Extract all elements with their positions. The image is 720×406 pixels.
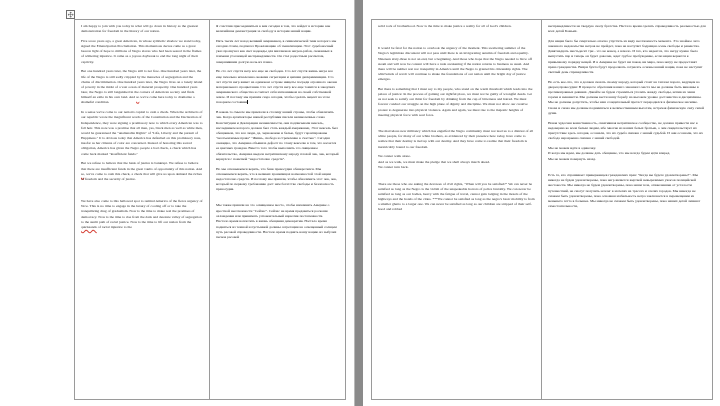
target-paragraph: Для нации было бы смертельно опасно упустить из виду неотложность момента. Это знойное лето законного недовольства негров не пройдет, пока не наступит бодрящая осень свободы и равенства. Девятнадцать шестьдесят три - это не конец, а начало. И тех, кто надеется, что негру нужно было выпустить пар и теперь он будет доволен, ждет грубое пробуждение, если нация вернется к привычному порядку вещей. И в Америке не будет ни покоя, ни мира, пока негру не предоставят права гражданства. Вихри бунта будут продолжать сотрясать основы нашей нации, пока не наступит светлый день справедливости. [548, 38, 703, 74]
target-paragraph: Пять тысяч лет назад великий американец, в символической тени которого мы сегодня стоим, подписал Прокламацию об эмансипации. Этот судьбоносный указ прозвучал как свет надежды для миллионов негров-рабов, скованных в пламени угасающей несправедливости. Он стал радостным рассветом, завершившим долгую ночь их плена. [216, 38, 337, 64]
source-paragraph: But there is something that I must say to my people, who stand on the warm threshold which leads into the palace of justice: In the process of gaining our rightful place, we must not be guilty of wrongful deeds. Let us not seek to satisfy our thirst for freedom by drinking from the cup of bitterness and hatred. We must forever conduct our struggle on the high plane of dignity and discipline. We must not allow our creative protest to degenerate into physical violence. Again and again, we must rise to the majestic heights of meeting physical force with soul force. [378, 86, 533, 117]
target-column-page-2[interactable] [542, 20, 712, 399]
source-paragraph: And as we walk, we must make the pledge that we shall always march ahead. [378, 159, 491, 164]
document-page-1[interactable] [0, 0, 355, 406]
target-paragraph: И когда мы идем, мы должны дать обещание, что мы всегда будем идти вперед. [548, 151, 671, 156]
table-move-handle[interactable] [66, 10, 75, 19]
text-cursor [247, 100, 248, 104]
document-page-2[interactable] [363, 0, 720, 406]
target-paragraph: Но мы отказываемся верить, что банк правосудия обанкротился. Мы отказываемся верить, что в великих хранилищах возможностей этой нации недостаточно средств. И поэтому мы пришли, чтобы обналичить этот чек, чек, который по первому требованию даст нам богатство свободы и безопасность правосудия. [216, 166, 337, 192]
spelling-error[interactable]: so [136, 95, 140, 100]
source-paragraph: We have also come to this hallowed spot to remind America of the fierce urgency of Now. This is no time to engage in the luxury of cooling off or to take the tranquilizing drug of gradualism. Now is the time to make real the promises of democracy. Now is the time to rise from the dark and desolate valley of segregation to the sunlit path of racial justice. Now is the time to lift our nation from the quicksands of racial injustice to the [81, 199, 203, 229]
translation-table-page-1 [74, 19, 346, 400]
source-paragraph: It would be fatal for the nation to overlook the urgency of the moment. This sweltering summer of the Negro's legitimate discontent will not pass until there is an invigorating autumn of freedom and equality. Nineteen sixty-three is not an end, but a beginning. And those who hope that the Negro needed to blow off steam and will now be content will have a rude awakening if the nation returns to business as usual. And there will be neither rest nor tranquility in America until the Negro is granted his citizenship rights. The whirlwinds of revolt will continue to shake the foundations of our nation until the bright day of justice emerges. [378, 46, 532, 82]
source-column-page-2[interactable] [372, 20, 542, 399]
target-paragraph: Я счастлив присоединиться к вам сегодня в том, что войдет в историю как величайшая демонстрация за свободу в истории нашей нации. [216, 24, 331, 34]
source-column-page-1[interactable] [75, 20, 210, 399]
target-paragraph: несправедливости на твердую скалу братства. Настало время сделать справедливость реальностью для всех детей Божьих. [548, 24, 706, 34]
source-paragraph: But we refuse to believe that the bank of justice is bankrupt. We refuse to believe that there are insufficient funds in the great vaults of opportunity of this nation. And so, we've come to cash this check, a check that will give us upon demand the riches of freedom and the security of justice. [81, 161, 203, 181]
spelling-error[interactable]: quicksands [81, 224, 97, 229]
source-paragraph: solid rock of brotherhood. Now is the time to make justice a reality for all of God's children. [378, 24, 512, 28]
source-paragraph: But one hundred years later, the Negro still is not free. One hundred years later, the life of the Negro is still sadly crippled by the manacles of segregation and the chains of discrimination. One hundred years later, the Negro lives on a lonely island of poverty in the midst of a vast ocean of material prosperity. One hundred years later, the Negro is still languished in the corners of American society and finds himself an exile in his own land. And so we've come here today to dramatize a shameful condition. [81, 69, 203, 105]
target-column-page-1[interactable] [210, 20, 345, 399]
target-paragraph: В каком-то смысле мы приехали в столицу нашей страны, чтобы обналичить чек. Когда архитекторы нашей республики писали великолепные слова Конституции и Декларации независимости, они подписывали вексель, наследником которого должен был стать каждый американец. Этот вексель был обещанием, что все люди, да, чернокожие и белые, будут гарантированы "неотъемлемые права" "Жизнь, свобода и стремление к счастью". Сегодня очевидно, что Америка объявила дефолт по этому векселю в том, что касается ее цветных граждан. Вместо того чтобы выполнить это священное обязательство, Америка выдала негритянскому народу плохой чек, чек, который вернулся с пометкой "недостаточно средств". [216, 110, 339, 161]
target-paragraph: Мы не можем повернуть назад. [548, 156, 596, 161]
spelling-error[interactable]: so [81, 171, 85, 176]
target-paragraph-text: Но сто лет спустя негр все еще не свободен. Сто лет спустя жизнь негра все еще печально искалечена оковами сегрегации и цепями дискриминации. Сто лет спустя негр живет на одиноком острове нищеты посреди огромного океана материального процветания. Сто лет спустя негр все еще томится в закоулках американского общества и считает себя изгнанником на своей собственной земле. И поэтому мы пришли сюда сегодня, чтобы сделать акцент на этом позорном состоянии [216, 69, 338, 105]
page-gap-divider [355, 0, 363, 406]
source-paragraph: In a sense we've come to our nation's capital to cash a check. When the architects of our republic wrote the magnificent words of the Constitution and the Declaration of Independence, they were signing a promissory note to which every American was to fall heir. This note was a promise that all men, yes, black men as well as white men, would be guaranteed the "unalienable Rights" of "Life, Liberty and the pursuit of Happiness." It is obvious today that America has defaulted on this promissory note, insofar as her citizens of color are concerned. Instead of honoring this sacred obligation, America has given the Negro people a bad check, a check which has come back marked "insufficient funds." [81, 110, 203, 156]
source-paragraph: We cannot walk alone. [378, 154, 411, 159]
target-paragraph: Но есть кое-что, что я должен сказать своему народу, который стоит на теплом пороге, ведущем во дворец правосудия: В процессе обретения нашего законного места мы не должны быть виновны в противоправных деяниях. Давайте не будем стремиться утолить жажду свободы, испив из чаши горечи и ненависти. Мы должны вести нашу борьбу на высоком уровне достоинства и дисциплины. Мы не должны допустить, чтобы наш созидательный протест переродился в физическое насилие. Снова и снова мы должны подниматься к величественным высотам, встречая физическую силу силой души. [548, 79, 705, 115]
target-paragraph: Новая чудесная воинственность, охватившая негритянское сообщество, не должна привести нас к недоверию ко всем белым людям, ибо многие из наших белых братьев, о чем свидетельствует их присутствие здесь сегодня, осознали, что их судьба связана с нашей судьбой. И они осознали, что их свобода неразрывно связана с нашей свободой. [548, 120, 703, 141]
target-paragraph: Мы не можем идти в одиночку. [548, 145, 596, 150]
target-paragraph: Мы также пришли на это освященное место, чтобы напомнить Америке о яростной неотложности "Сейчас". Сейчас не время предаваться роскоши охлаждения или принимать успокоительный наркотик постепенности. [216, 203, 330, 218]
translation-table-page-2 [371, 19, 713, 400]
source-paragraph: We cannot turn back. [378, 165, 409, 170]
source-paragraph: I am happy to join with you today in what will go down in history as the greatest demonstration for freedom in the history of our nation. [81, 24, 199, 34]
target-paragraph-with-caret [216, 69, 339, 105]
source-paragraph: There are those who are asking the devotees of civil rights, "When will you be satisfied?" We can never be satisfied as long as the Negro is the victim of the unspeakable horrors of police brutality. We can never be satisfied as long as our bodies, heavy with the fatigue of travel, cannot gain lodging in the motels of the highways and the hotels of the cities. ***We cannot be satisfied as long as the negro's basic mobility is from a smaller ghetto to a larger one. We can never be satisfied as long as our children are stripped of their self-hood and robbed [378, 181, 535, 212]
target-paragraph: Настало время воплотить в жизнь обещания демократии. Настало время подняться из темной и пустынной долины сегрегации на освещенный солнцем путь расовой справедливости. Настало время поднять нашу нацию из зыбучих песков расовой [216, 219, 337, 239]
source-paragraph: Five score years ago, a great American, in whose symbolic shadow we stand today, signed the Emancipation Proclamation. This momentous decree came as a great beacon light of hope to millions of Negro slaves who had been seared in the flames of withering injustice. It came as a joyous daybreak to end the long night of their captivity. [81, 38, 202, 64]
source-paragraph: The marvelous new militancy which has engulfed the Negro community must not lead us to a distrust of all white people, for many of our white brothers, as evidenced by their presence here today, have come to realize that their destiny is tied up with our destiny. And they have come to realize that their freedom is inextricably bound to our freedom. [378, 129, 534, 149]
target-paragraph: Есть те, кто спрашивает приверженцев гражданских прав: "Когда вы будете удовлетворены?". Мы никогда не будем удовлетворены, пока негр является жертвой невыразимых ужасов полицейской жестокости. Мы никогда не будем удовлетворены, пока наши тела, отяжелевшие от усталости путешествий, не смогут получить ночлег в мотелях на трассах и отелях городов. Мы никогда не сможем быть удовлетворены, пока основная мобильность негра заключается в перемещении из меньшего гетто в большее. Мы никогда не сможем быть удовлетворены, пока наших детей лишают самостоятельности, [548, 173, 701, 209]
